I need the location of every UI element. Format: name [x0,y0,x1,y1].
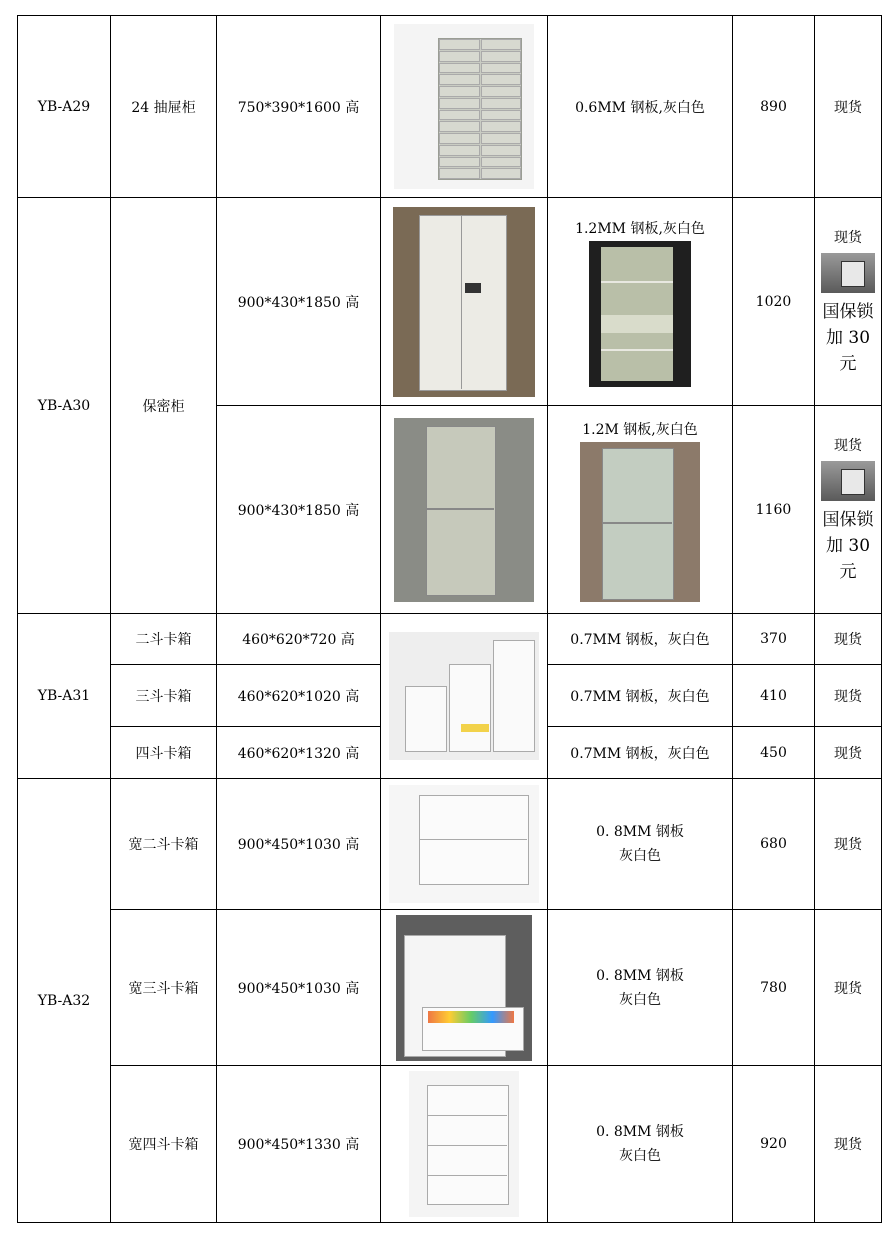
material-line-1: 0. 8MM 钢板 [596,824,684,840]
table-row [18,16,882,198]
material-line-2: 灰白色 [619,991,661,1008]
price-cell: 780 [733,910,815,1066]
price-cell: 1020 [733,198,815,406]
product-image-cell [381,406,548,614]
stock-cell: 现货 [815,16,882,198]
table-row [18,1066,882,1223]
stock-cell [815,406,882,614]
material-cell: 0.7MM 钢板，灰白色 [548,665,733,727]
size-cell: 900*450*1030 高 [217,910,381,1066]
price-cell: 890 [733,16,815,198]
size-cell: 900*430*1850 高 [217,198,381,406]
size-cell: 460*620*1020 高 [217,665,381,727]
name-cell: 保密柜 [111,198,217,614]
material-cell: 0.7MM 钢板，灰白色 [548,727,733,779]
drawer-cabinet-image [394,24,534,189]
stock-cell: 现货 [815,727,882,779]
model-cell: YB-A31 [18,614,111,779]
stock-cell: 现货 [815,910,882,1066]
safe-cabinet-two-door-image [394,418,534,602]
safe-open-two-door-image [580,442,700,602]
price-cell: 410 [733,665,815,727]
price-cell: 680 [733,779,815,910]
card-cabinets-image [389,632,539,760]
product-image-cell [381,198,548,406]
name-cell: 二斗卡箱 [111,614,217,665]
material-cell: 0.6MM 钢板,灰白色 [548,16,733,198]
safe-cabinet-image [393,207,535,397]
table-row [18,779,882,910]
model-cell: YB-A32 [18,779,111,1223]
size-cell: 460*620*720 高 [217,614,381,665]
material-text: 1.2M 钢板,灰白色 [582,421,698,438]
material-cell [548,779,733,910]
name-cell: 宽二斗卡箱 [111,779,217,910]
size-cell: 460*620*1320 高 [217,727,381,779]
name-cell: 四斗卡箱 [111,727,217,779]
material-line-2: 灰白色 [619,848,661,864]
material-line-2: 灰白色 [619,1148,661,1164]
table-row [18,910,882,1066]
price-cell: 1160 [733,406,815,614]
wide-three-drawer-image [396,915,532,1061]
name-cell: 宽四斗卡箱 [111,1066,217,1223]
wide-two-drawer-image [389,785,539,903]
lock-note: 国保锁加 30 元 [822,509,874,582]
product-image-cell [381,1066,548,1223]
name-cell: 三斗卡箱 [111,665,217,727]
safe-open-image [589,241,691,387]
product-image-cell [381,779,548,910]
material-cell [548,406,733,614]
stock-cell: 现货 [815,1066,882,1223]
stock-text: 现货 [834,437,862,454]
size-cell: 900*430*1850 高 [217,406,381,614]
model-cell: YB-A29 [18,16,111,198]
size-cell: 900*450*1030 高 [217,779,381,910]
model-cell: YB-A30 [18,198,111,614]
stock-text: 现货 [834,229,862,246]
size-cell: 900*450*1330 高 [217,1066,381,1223]
price-cell: 370 [733,614,815,665]
product-image-cell [381,16,548,198]
stock-cell: 现货 [815,779,882,910]
material-text: 1.2MM 钢板,灰白色 [575,220,705,237]
size-cell: 750*390*1600 高 [217,16,381,198]
stock-cell: 现货 [815,614,882,665]
material-line-1: 0. 8MM 钢板 [596,967,684,984]
material-cell [548,198,733,406]
product-table [17,15,882,1223]
product-image-cell [381,614,548,779]
material-cell: 0.7MM 钢板，灰白色 [548,614,733,665]
price-cell: 920 [733,1066,815,1223]
lock-image [821,253,875,293]
table-row [18,614,882,665]
material-cell [548,910,733,1066]
lock-image [821,461,875,501]
wide-four-drawer-image [409,1071,519,1217]
lock-note: 国保锁加 30 元 [822,301,874,374]
stock-cell: 现货 [815,665,882,727]
price-cell: 450 [733,727,815,779]
material-cell [548,1066,733,1223]
product-image-cell [381,910,548,1066]
stock-cell [815,198,882,406]
material-line-1: 0. 8MM 钢板 [596,1124,684,1140]
table-row [18,198,882,406]
name-cell: 24 抽屉柜 [111,16,217,198]
name-cell: 宽三斗卡箱 [111,910,217,1066]
